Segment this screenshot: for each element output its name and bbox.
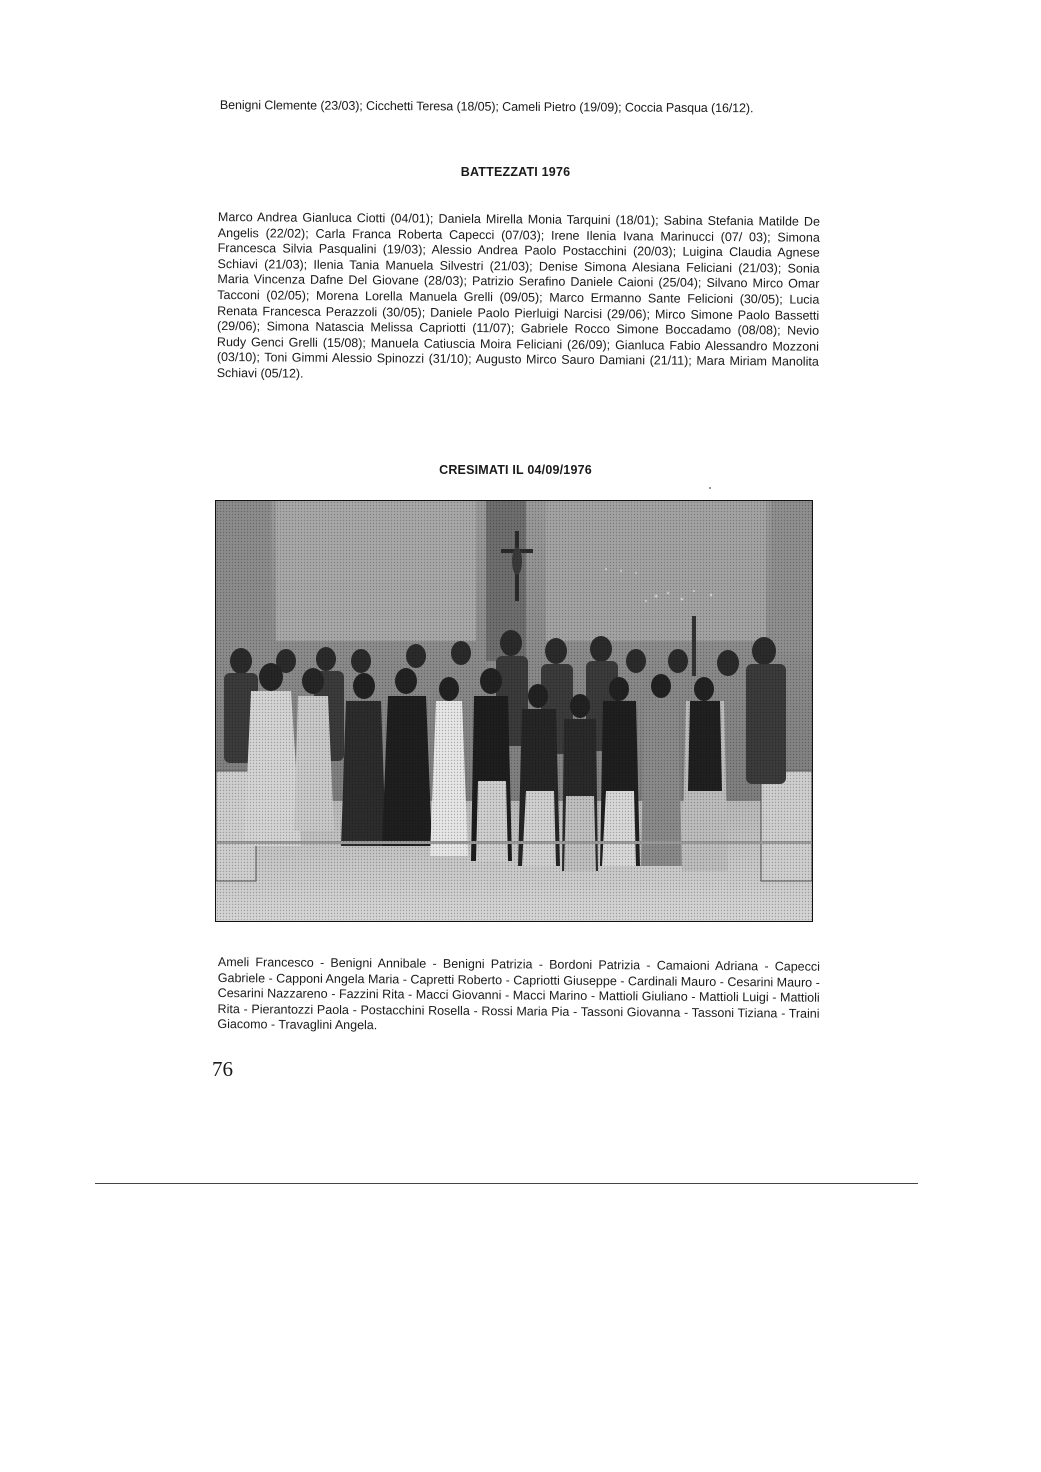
battezzati-list: Marco Andrea Gianluca Ciotti (04/01); Daniela Mirella Monia Tarquini (18/01); Sabina Stefania Matilde De Angelis (22/02); Carla Franca Roberta Capecci (07/03); Irene Ilenia Ivana Marinucci (07/ 03); Simona Francesca Silvia Pasqualini (19/03); Alessio Andrea Paolo Postacchini (20/03); Luigina Claudia Agnese Schiavi (21/03); Ilenia Tania Manuela Silvestri (21/03); Denise Simona Alesiana Feliciani (21/03); Sonia Maria Vincenza Dafne Del Giovane (28/03); Patrizio Serafino Daniele Caioni (25/04); Silvano Mirco Omar Tacconi (02/05); Morena Lorella Manuela Grelli (09/05); Marco Ermanno Sante Felicioni (30/05); Lucia Renata Francesca Perazzoli (30/05); Daniele Paolo Pierluigi Narcisi (29/06); Mirco Simone Paolo Bassetti (29/06); Simona Natascia Melissa Capriotti (11/07); Gabriele Rocco Simone Boccadamo (08/08); Nevio Rudy Genci Grelli (15/08); Manuela Catiuscia Moira Feliciani (26/09); Gianluca Fabio Alessandro Mozzoni (03/10); Toni Gimmi Alessio Spinozzi (31/10); Augusto Mirco Sauro Damiani (21/11); Mara Miriam Manolita Schiavi (05/12). — [216, 210, 820, 381]
group-photo — [215, 500, 813, 922]
bottom-rule — [95, 1183, 918, 1184]
cresimati-heading: CRESIMATI IL 04/09/1976 — [439, 463, 592, 477]
scan-speck — [709, 487, 711, 489]
previous-list-end: Benigni Clemente (23/03); Cicchetti Teresa (18/05); Cameli Pietro (19/09); Coccia Pasqua (16/12). — [219, 98, 754, 116]
battezzati-heading: BATTEZZATI 1976 — [460, 165, 571, 179]
page-number: 76 — [212, 1057, 233, 1081]
cresimati-list: Ameli Francesco - Benigni Annibale - Benigni Patrizia - Bordoni Patrizia - Camaioni Adriana - Capecci Gabriele - Capponi Angela Maria - Capretti Roberto - Capriotti Giuseppe - Cardinali Mauro - Cesarini Mauro - Cesarini Nazzareno - Fazzini Rita - Macci Giovanni - Macci Marino - Mattioli Giuliano - Mattioli Luigi - Mattioli Rita - Pierantozzi Paola - Postacchini Rosella - Rossi Maria Pia - Tassoni Giovanna - Tassoni Tiziana - Traini Giacomo - Travaglini Angela. — [217, 955, 820, 1033]
